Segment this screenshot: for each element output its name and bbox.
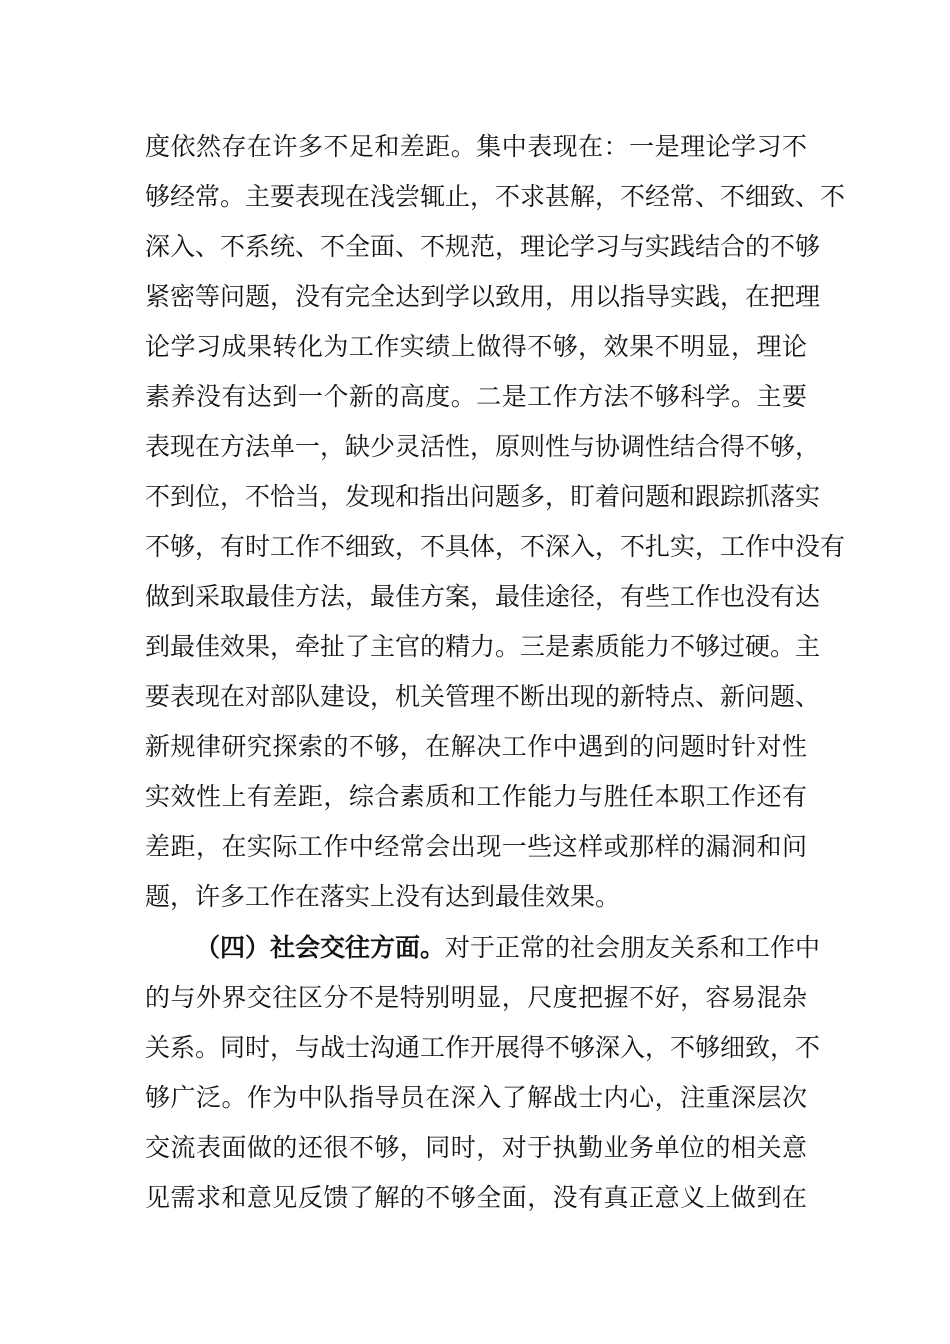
paragraph-line: 见需求和意见反馈了解的不够全面，没有真正意义上做到在 (145, 1183, 807, 1212)
paragraph-line: 论学习成果转化为工作实绩上做得不够，效果不明显，理论 (145, 332, 807, 361)
paragraph-line: 到最佳效果，牵扯了主官的精力。三是素质能力不够过硬。主 (145, 632, 821, 661)
paragraph-line: 题，许多工作在落实上没有达到最佳效果。 (145, 882, 621, 911)
section-heading-line (195, 931, 821, 965)
paragraph-line: 差距，在实际工作中经常会出现一些这样或那样的漏洞和问 (145, 832, 807, 861)
paragraph-line: 深入、不系统、不全面、不规范，理论学习与实践结合的不够 (145, 232, 821, 261)
paragraph-line: 要表现在对部队建设，机关管理不断出现的新特点、新问题、 (145, 682, 821, 711)
paragraph-line: 的与外界交往区分不是特别明显，尺度把握不好，容易混杂 (145, 983, 807, 1012)
paragraph-line: 不到位，不恰当，发现和指出问题多，盯着问题和跟踪抓落实 (145, 482, 821, 511)
paragraph-line: 表现在方法单一，缺少灵活性，原则性与协调性结合得不够， (145, 432, 821, 461)
paragraph-line: 不够，有时工作不细致，不具体，不深入，不扎实，工作中没有 (145, 532, 846, 561)
paragraph-line: 交流表面做的还很不够，同时，对于执勤业务单位的相关意 (145, 1133, 807, 1162)
paragraph-line: 够广泛。作为中队指导员在深入了解战士内心，注重深层次 (145, 1083, 807, 1112)
paragraph-text: 对于正常的社会朋友关系和工作中 (445, 933, 821, 962)
paragraph-line: 够经常。主要表现在浅尝辄止，不求甚解，不经常、不细致、不 (145, 182, 846, 211)
paragraph-line: 新规律研究探索的不够，在解决工作中遇到的问题时针对性 (145, 732, 807, 761)
paragraph-line: 紧密等问题，没有完全达到学以致用，用以指导实践，在把理 (145, 282, 821, 311)
section-heading: （四）社会交往方面。 (195, 933, 446, 962)
paragraph-line: 度依然存在许多不足和差距。集中表现在：一是理论学习不 (145, 132, 807, 161)
paragraph-line: 关系。同时，与战士沟通工作开展得不够深入，不够细致，不 (145, 1033, 821, 1062)
paragraph-line: 做到采取最佳方法，最佳方案，最佳途径，有些工作也没有达 (145, 582, 821, 611)
paragraph-line: 实效性上有差距，综合素质和工作能力与胜任本职工作还有 (145, 782, 807, 811)
paragraph-line: 素养没有达到一个新的高度。二是工作方法不够科学。主要 (145, 382, 807, 411)
